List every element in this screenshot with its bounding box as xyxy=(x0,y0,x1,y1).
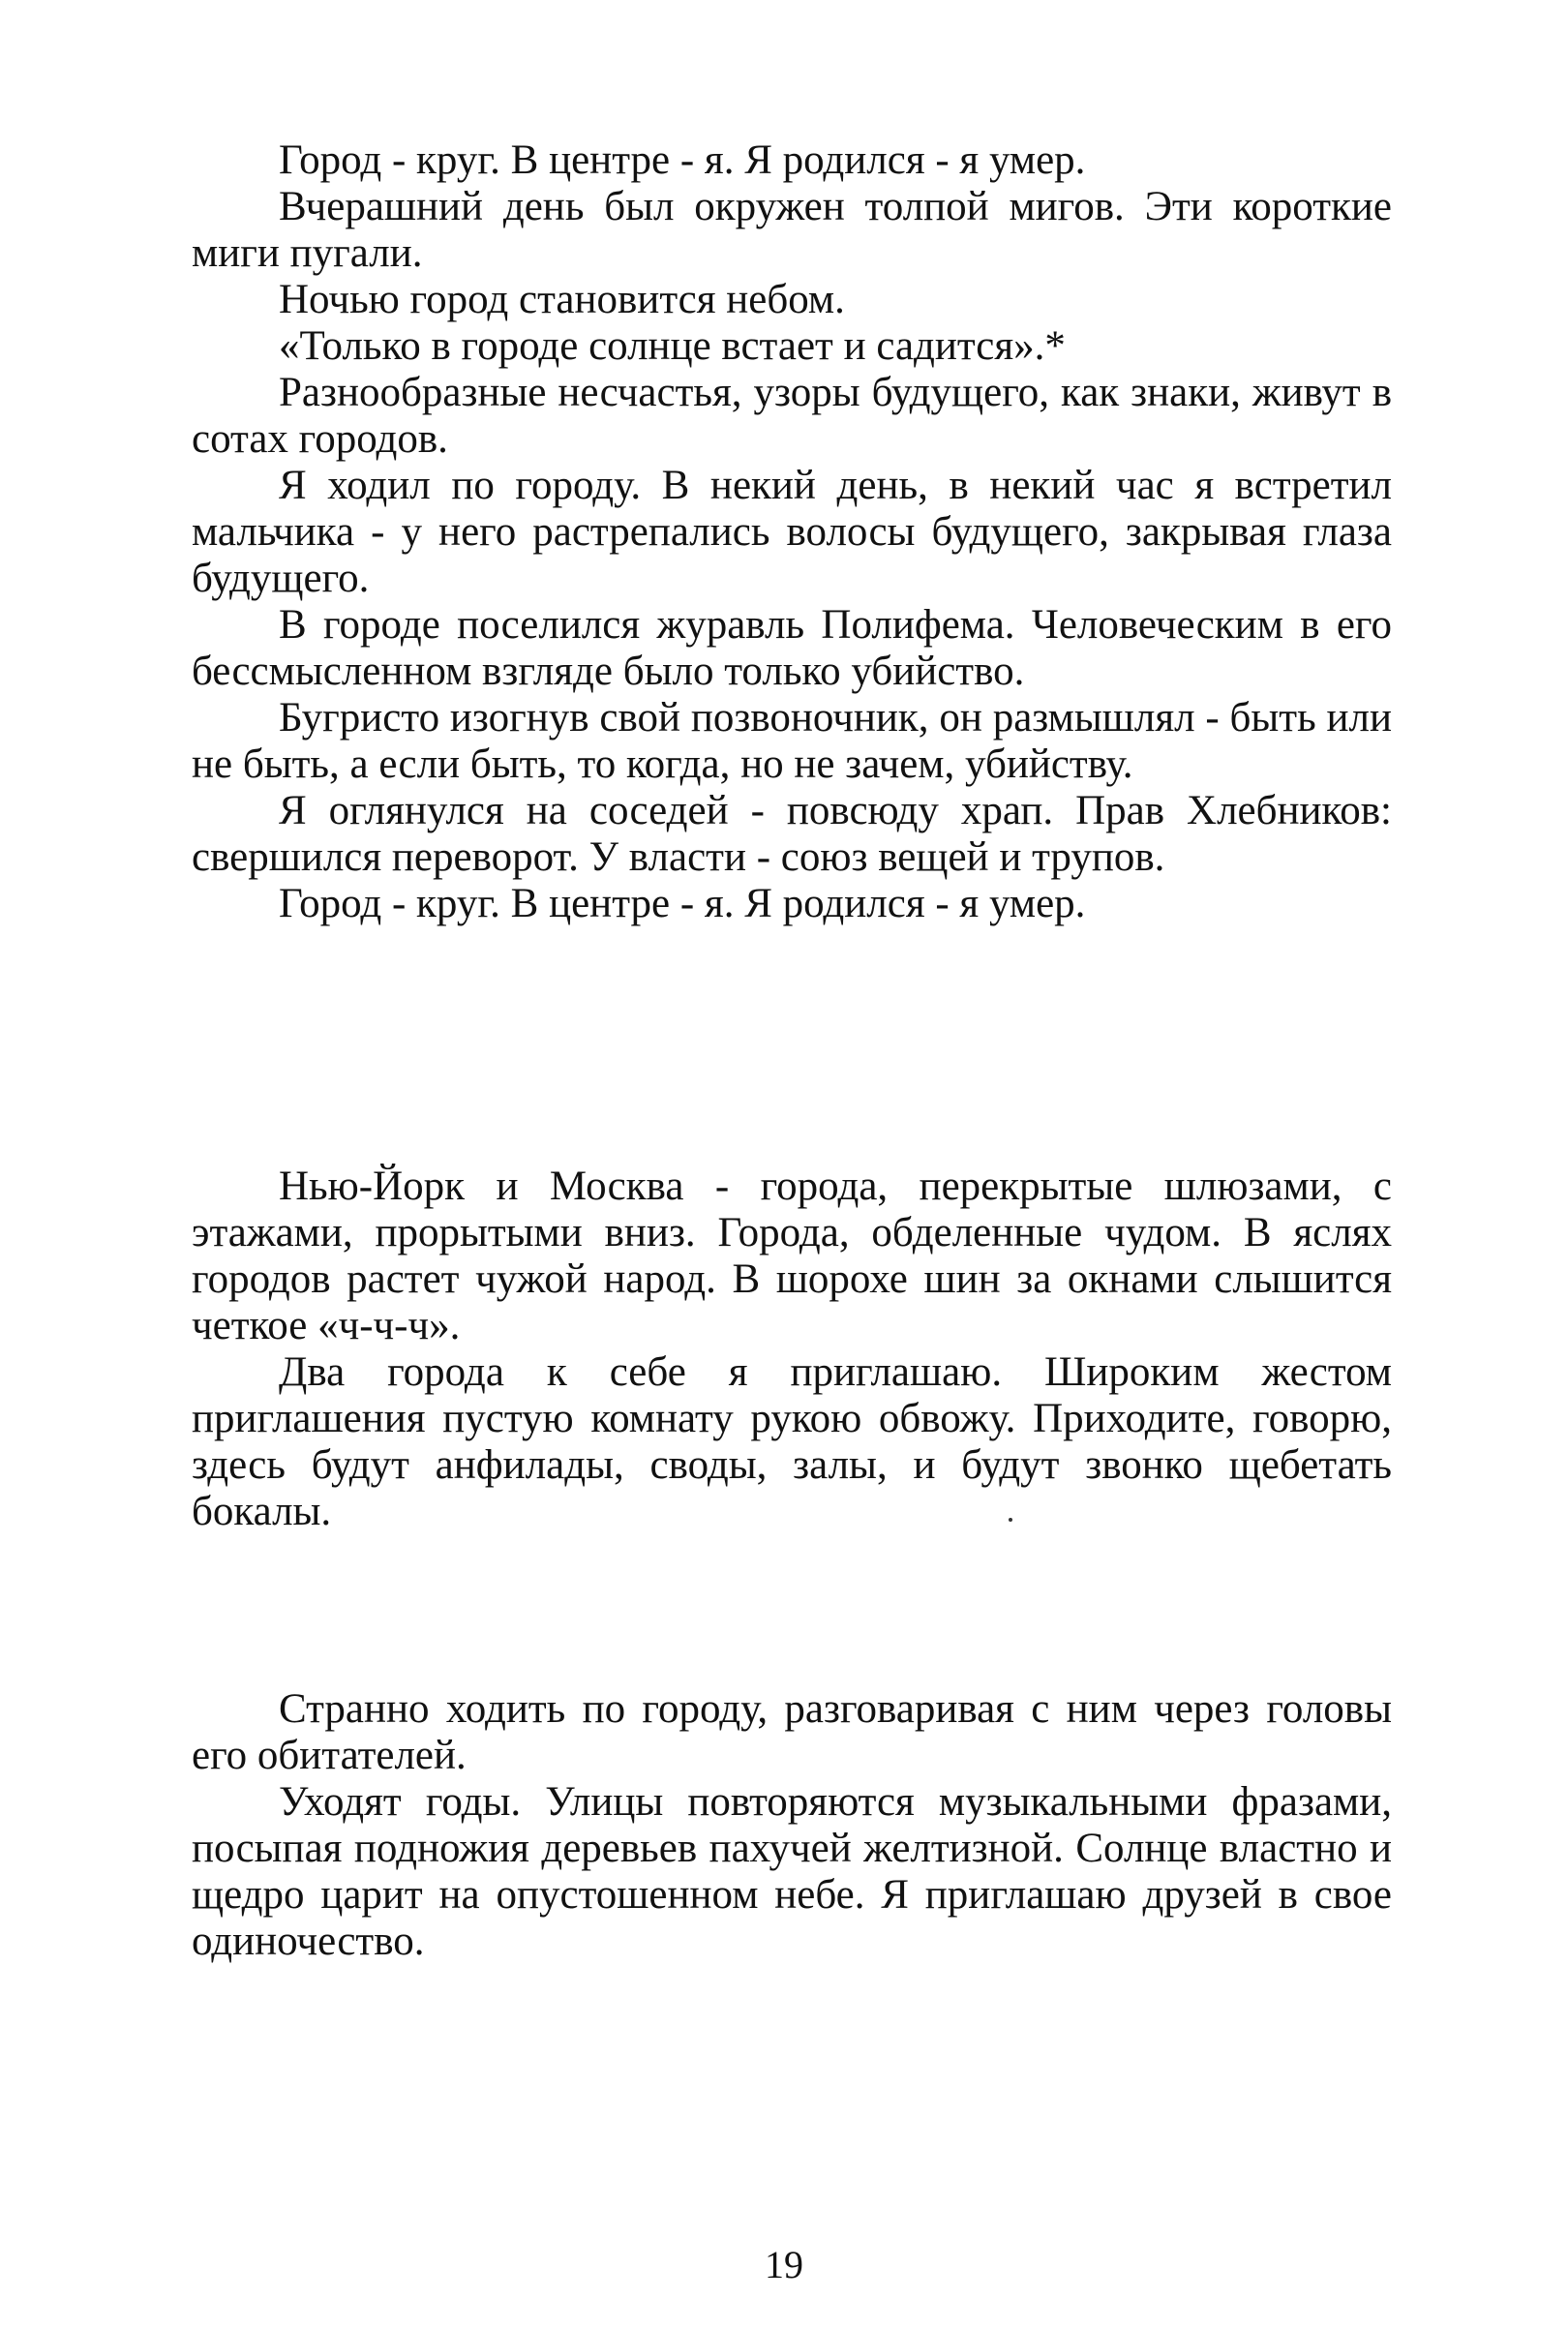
print-speck xyxy=(1009,1518,1012,1522)
paragraph: «Только в городе солнце встает и садится».* xyxy=(279,323,1066,369)
prose-section-1 xyxy=(192,137,1392,927)
paragraph: Я ходил по городу. В некий день, в некий час я встретил мальчика - у него растрепались волосы будущего, закрывая глаза будущего. xyxy=(192,463,1392,601)
paragraph: Я оглянулся на соседей - повсюду храп. Прав Хлебников: свершился переворот. У власти - союз вещей и трупов. xyxy=(192,788,1392,880)
paragraph: Странно ходить по городу, разговаривая с ним через головы его обитателей. xyxy=(192,1686,1392,1778)
paragraph: Бугристо изогнув свой позвоночник, он размышлял - быть или не быть, а если быть, то когда, но не зачем, убийству. xyxy=(192,695,1392,787)
page-number: 19 xyxy=(765,2243,803,2286)
prose-section-2 xyxy=(192,1164,1392,1535)
paragraph: Два города к себе я приглашаю. Широким жестом приглашения пустую комнату рукою обвожу. Приходите, говорю, здесь будут анфилады, своды, залы, и будут звонко щебетать бокалы. xyxy=(192,1349,1392,1534)
paragraph: Нью-Йорк и Москва - города, перекрытые шлюзами, с этажами, прорытыми вниз. Города, обделенные чудом. В яслях городов растет чужой народ. В шорохе шин за окнами слышится четкое «ч-ч-ч». xyxy=(192,1164,1392,1348)
paragraph: Город - круг. В центре - я. Я родился - я умер. xyxy=(279,881,1086,926)
prose-section-3 xyxy=(192,1686,1392,1965)
paragraph: Уходят годы. Улицы повторяются музыкальными фразами, посыпая подножия деревьев пахучей желтизной. Солнце властно и щедро царит на опустошенном небе. Я приглашаю друзей в свое одиночество. xyxy=(192,1779,1392,1964)
paragraph: Город - круг. В центре - я. Я родился - я умер. xyxy=(279,137,1086,183)
paragraph: Ночью город становится небом. xyxy=(279,277,845,322)
paragraph: Разнообразные несчастья, узоры будущего, как знаки, живут в сотах городов. xyxy=(192,370,1392,462)
paragraph: В городе поселился журавль Полифема. Человеческим в его бессмысленном взгляде было только убийство. xyxy=(192,602,1392,694)
paragraph: Вчерашний день был окружен толпой мигов. Эти короткие миги пугали. xyxy=(192,184,1392,276)
